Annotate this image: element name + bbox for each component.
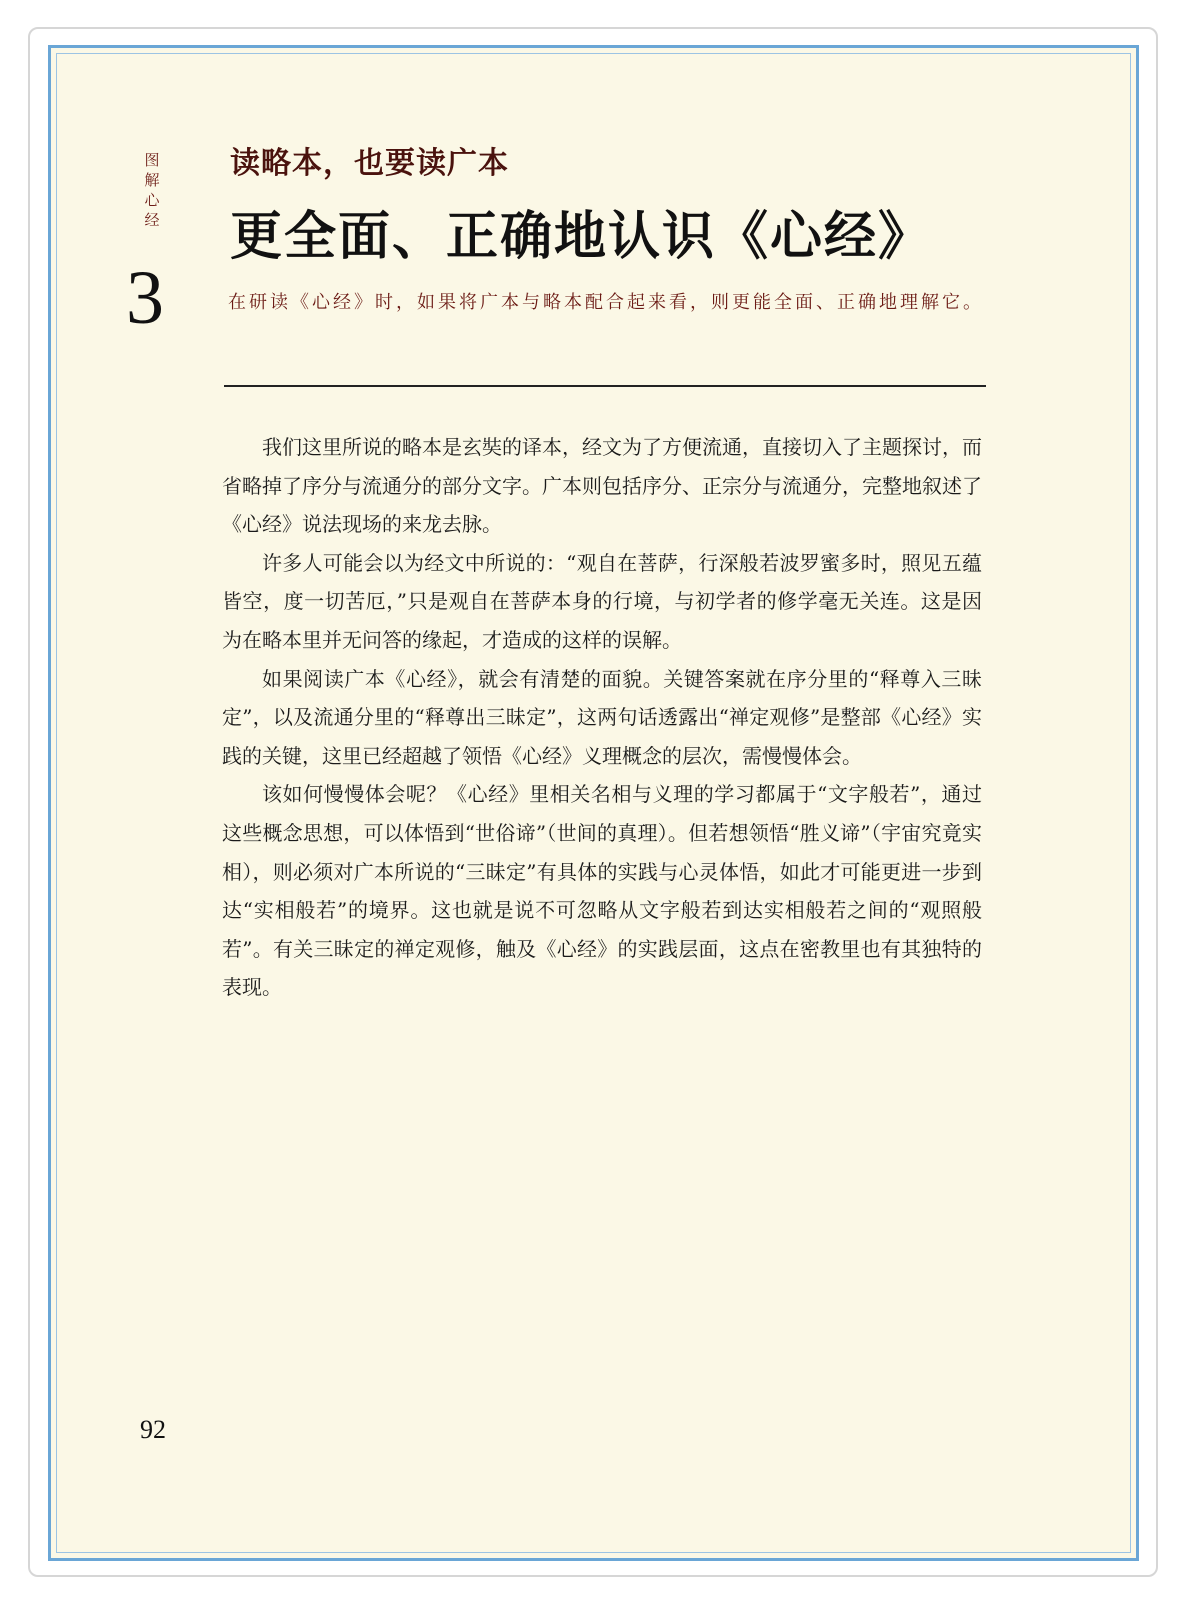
chapter-number: 3	[126, 256, 164, 340]
body-text	[222, 428, 982, 1007]
paragraph: 我们这里所说的略本是玄奘的译本，经文为了方便流通，直接切入了主题探讨，而省略掉了序分与流通分的部分文字。广本则包括序分、正宗分与流通分，完整地叙述了《心经》说法现场的来龙去脉。	[222, 435, 982, 537]
title-divider	[224, 385, 986, 387]
book-side-label: 图解心经	[144, 151, 160, 229]
section-subtitle: 读略本，也要读广本	[230, 146, 509, 181]
page-number: 92	[140, 1415, 166, 1444]
section-title: 更全面、正确地认识《心经》	[230, 206, 933, 267]
paragraph: 如果阅读广本《心经》，就会有清楚的面貌。关键答案就在序分里的“释尊入三昧定”，以及流通分里的“释尊出三昧定”，这两句话透露出“禅定观修”是整部《心经》实践的关键，这里已经超越了领悟《心经》义理概念的层次，需慢慢体会。	[222, 666, 982, 768]
section-abstract: 在研读《心经》时，如果将广本与略本配合起来看，则更能全面、正确地理解它。	[228, 292, 984, 313]
paragraph: 许多人可能会以为经文中所说的：“观自在菩萨，行深般若波罗蜜多时，照见五蕴皆空，度一切苦厄，”只是观自在菩萨本身的行境，与初学者的修学毫无关连。这是因为在略本里并无问答的缘起，才造成的这样的误解。	[222, 550, 982, 652]
paragraph: 该如何慢慢体会呢？《心经》里相关名相与义理的学习都属于“文字般若”，通过这些概念思想，可以体悟到“世俗谛”（世间的真理）。但若想领悟“胜义谛”（宇宙究竟实相），则必须对广本所说的“三昧定”有具体的实践与心灵体悟，如此才可能更进一步到达“实相般若”的境界。这也就是说不可忽略从文字般若到达实相般若之间的“观照般若”。有关三昧定的禅定观修，触及《心经》的实践层面，这点在密教里也有其独特的表现。	[222, 782, 982, 1000]
